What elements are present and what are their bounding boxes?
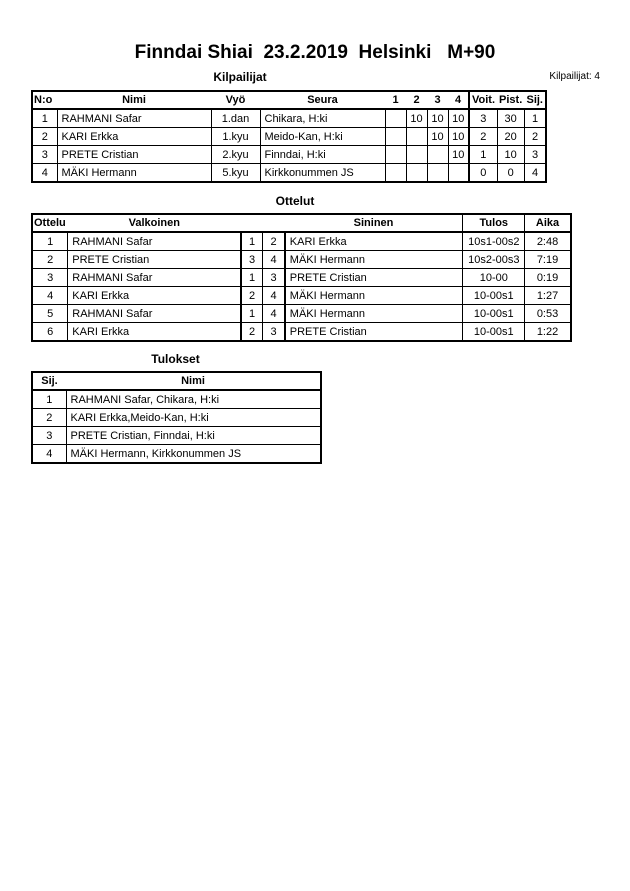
cell-voit: 0 [469,164,497,183]
ottelut-section-title: Ottelut [275,194,315,208]
cell-white-no: 2 [241,287,263,305]
cell-sij: 2 [32,409,66,427]
cell-white-no: 3 [241,251,263,269]
cell-seura: Chikara, H:ki [260,109,385,128]
cell-aika: 2:48 [525,232,571,251]
table-row [32,109,546,128]
cell-vyo: 5.kyu [211,164,260,183]
col-header-ottelu: Ottelu [32,214,68,232]
col-header-seura: Seura [260,91,385,109]
cell-aika: 1:22 [525,323,571,342]
col-header-sininen: Sininen [285,214,463,232]
cell-blue-no: 4 [263,305,285,323]
cell-blue-no: 4 [263,287,285,305]
cell-tulos: 10-00s1 [463,323,525,342]
col-header-m1: 1 [385,91,406,109]
cell-m4: 10 [448,109,469,128]
cell-m3: 10 [427,109,448,128]
cell-tulos: 10-00 [463,269,525,287]
cell-m2 [406,164,427,183]
cell-sininen: KARI Erkka [285,232,463,251]
cell-m2 [406,146,427,164]
cell-valkoinen: KARI Erkka [68,323,241,342]
table-row [32,287,571,305]
cell-vyo: 1.dan [211,109,260,128]
tulokset-section-title: Tulokset [151,352,200,366]
cell-vyo: 1.kyu [211,128,260,146]
cell-pist: 20 [497,128,524,146]
cell-nimi: MÄKI Hermann [57,164,211,183]
cell-m1 [385,128,406,146]
cell-sij: 2 [524,128,546,146]
col-header-m2: 2 [406,91,427,109]
cell-no: 1 [32,109,57,128]
ottelut-table [31,213,572,342]
cell-blue-no: 3 [263,323,285,342]
cell-m4: 10 [448,128,469,146]
cell-tulos: 10-00s1 [463,305,525,323]
cell-aika: 7:19 [525,251,571,269]
cell-valkoinen: RAHMANI Safar [68,305,241,323]
tulokset-table [31,371,322,464]
table-row [32,445,321,464]
page-title: Finndai Shiai 23.2.2019 Helsinki M+90 [134,42,496,63]
cell-sij: 4 [524,164,546,183]
kilpailijat-table [31,90,547,183]
cell-match-no: 1 [32,232,68,251]
table-row [32,390,321,409]
col-header-vyo: Vyö [211,91,260,109]
header-spacer [241,214,263,232]
cell-aika: 0:19 [525,269,571,287]
cell-white-no: 1 [241,269,263,287]
cell-voit: 2 [469,128,497,146]
cell-seura: Meido-Kan, H:ki [260,128,385,146]
cell-sij: 1 [524,109,546,128]
cell-valkoinen: PRETE Cristian [68,251,241,269]
table-row [32,128,546,146]
cell-blue-no: 4 [263,251,285,269]
cell-pist: 30 [497,109,524,128]
competitors-count: Kilpailijat: 4 [549,71,600,82]
cell-m2: 10 [406,109,427,128]
cell-valkoinen: RAHMANI Safar [68,269,241,287]
cell-m1 [385,164,406,183]
cell-white-no: 2 [241,323,263,342]
cell-sij: 1 [32,390,66,409]
cell-vyo: 2.kyu [211,146,260,164]
table-header-row [32,91,546,109]
cell-blue-no: 2 [263,232,285,251]
cell-match-no: 5 [32,305,68,323]
col-header-m4: 4 [448,91,469,109]
cell-tulos: 10-00s1 [463,287,525,305]
table-row [32,164,546,183]
cell-sij: 3 [524,146,546,164]
cell-m1 [385,109,406,128]
cell-nimi: PRETE Cristian, Finndai, H:ki [66,427,321,445]
cell-match-no: 3 [32,269,68,287]
cell-m3 [427,164,448,183]
cell-pist: 0 [497,164,524,183]
table-row [32,427,321,445]
col-header-sij: Sij. [524,91,546,109]
cell-nimi: RAHMANI Safar, Chikara, H:ki [66,390,321,409]
cell-white-no: 1 [241,232,263,251]
cell-tulos: 10s1-00s2 [463,232,525,251]
table-row [32,146,546,164]
cell-tulos: 10s2-00s3 [463,251,525,269]
kilpailijat-section-title: Kilpailijat [213,70,267,84]
cell-aika: 0:53 [525,305,571,323]
cell-valkoinen: RAHMANI Safar [68,232,241,251]
col-header-pist: Pist. [497,91,524,109]
table-row [32,269,571,287]
cell-nimi: PRETE Cristian [57,146,211,164]
cell-sij: 3 [32,427,66,445]
cell-seura: Finndai, H:ki [260,146,385,164]
cell-sininen: MÄKI Hermann [285,287,463,305]
cell-pist: 10 [497,146,524,164]
cell-match-no: 4 [32,287,68,305]
table-header-row [32,372,321,390]
cell-sininen: PRETE Cristian [285,269,463,287]
cell-blue-no: 3 [263,269,285,287]
header-spacer [263,214,285,232]
table-header-row [32,214,571,232]
cell-nimi: KARI Erkka,Meido-Kan, H:ki [66,409,321,427]
cell-sininen: MÄKI Hermann [285,251,463,269]
cell-nimi: RAHMANI Safar [57,109,211,128]
cell-seura: Kirkkonummen JS [260,164,385,183]
cell-match-no: 6 [32,323,68,342]
table-row [32,232,571,251]
col-header-tulos: Tulos [463,214,525,232]
table-row [32,251,571,269]
col-header-valkoinen: Valkoinen [68,214,241,232]
col-header-voit: Voit. [469,91,497,109]
cell-nimi: KARI Erkka [57,128,211,146]
table-row [32,409,321,427]
cell-nimi: MÄKI Hermann, Kirkkonummen JS [66,445,321,464]
cell-m2 [406,128,427,146]
col-header-aika: Aika [525,214,571,232]
col-header-no: N:o [32,91,57,109]
cell-sij: 4 [32,445,66,464]
cell-no: 2 [32,128,57,146]
cell-m3: 10 [427,128,448,146]
cell-m3 [427,146,448,164]
cell-match-no: 2 [32,251,68,269]
table-row [32,305,571,323]
cell-m4: 10 [448,146,469,164]
cell-voit: 1 [469,146,497,164]
cell-white-no: 1 [241,305,263,323]
cell-valkoinen: KARI Erkka [68,287,241,305]
cell-sininen: MÄKI Hermann [285,305,463,323]
col-header-nimi: Nimi [57,91,211,109]
col-header-m3: 3 [427,91,448,109]
cell-m4 [448,164,469,183]
cell-no: 3 [32,146,57,164]
cell-aika: 1:27 [525,287,571,305]
cell-sininen: PRETE Cristian [285,323,463,342]
table-row [32,323,571,342]
cell-m1 [385,146,406,164]
cell-voit: 3 [469,109,497,128]
cell-no: 4 [32,164,57,183]
col-header-sij: Sij. [32,372,66,390]
col-header-nimi: Nimi [66,372,321,390]
